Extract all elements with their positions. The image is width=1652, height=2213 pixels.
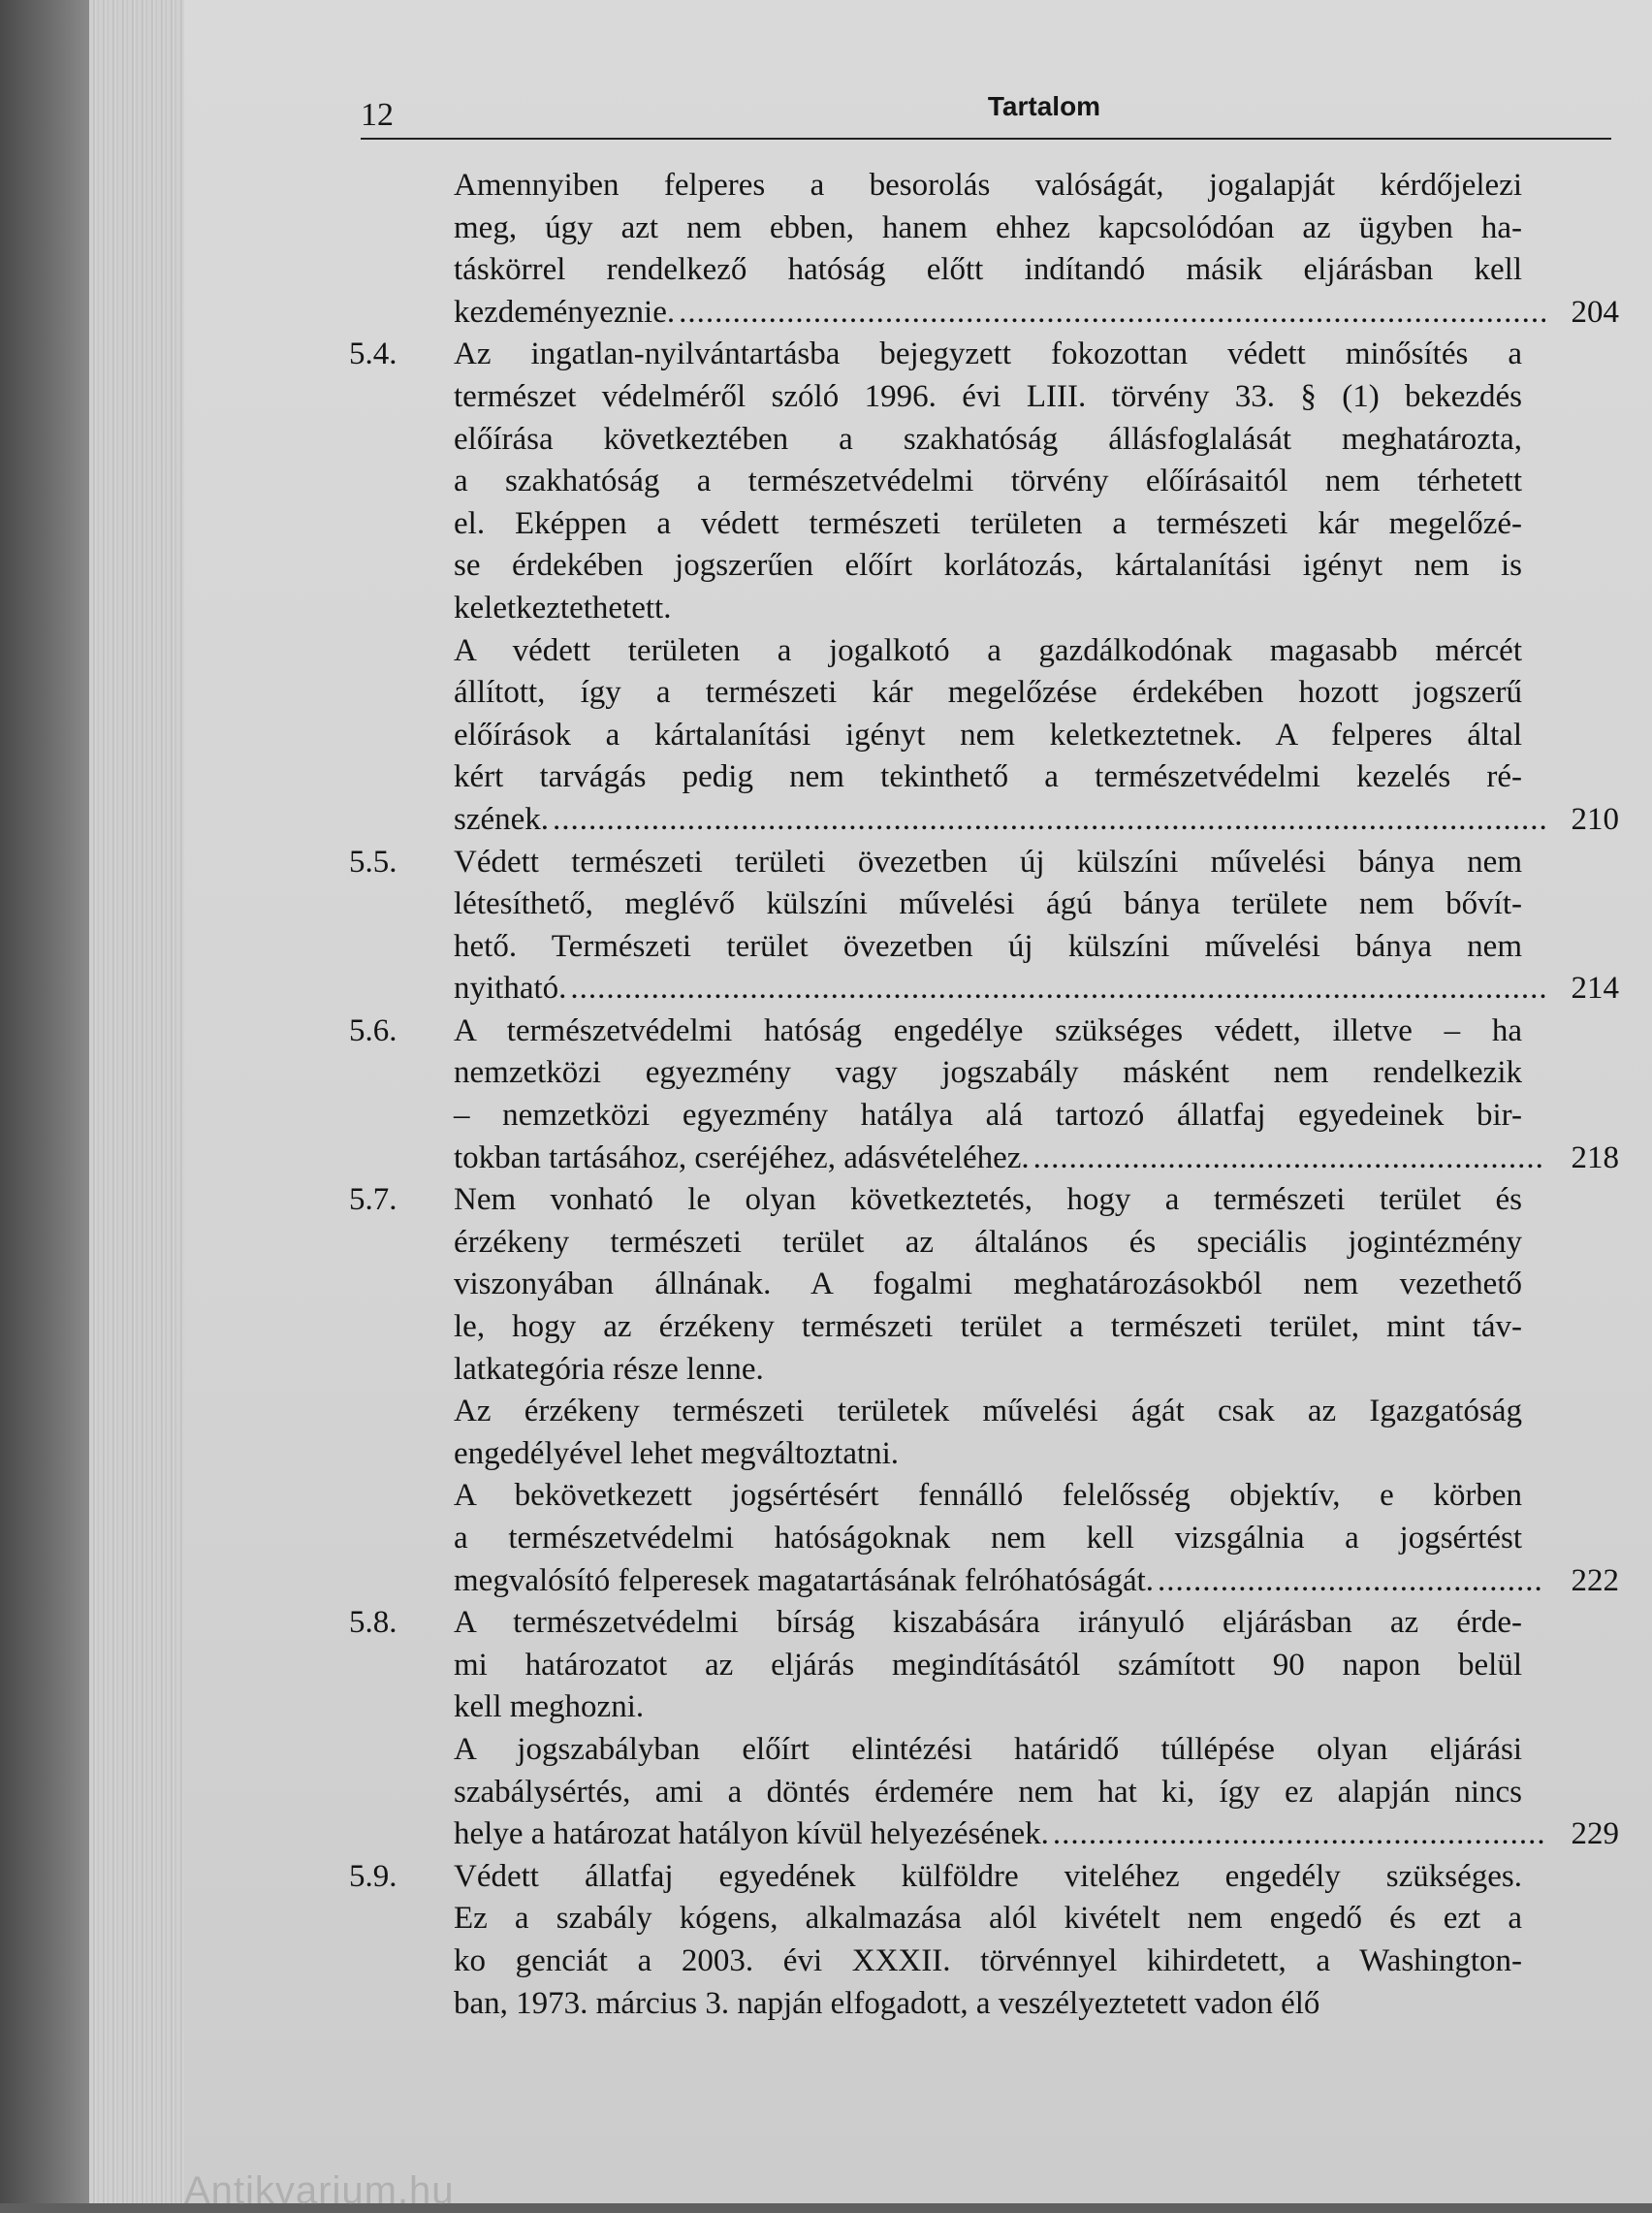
text-line: Ez a szabály kógens, alkalmazása alól kivételt nem engedő és ezt a <box>454 1901 1522 1937</box>
text-line: engedélyével lehet megváltoztatni. <box>454 1435 900 1471</box>
page-header <box>361 89 1611 140</box>
entry-paragraph <box>454 1010 1619 1179</box>
text-line: Az ingatlan-nyilvántartásba bejegyzett fokozottan védett minősítés a <box>454 337 1522 372</box>
toc-entry <box>349 165 1619 334</box>
page-edges <box>89 0 186 2203</box>
text-line: ban, 1973. március 3. napján elfogadott, a veszélyeztetett vadon élő <box>454 1985 1320 2021</box>
text-line: előírások a kártalanítási igényt nem keletkeztetnek. A felperes által <box>454 717 1522 753</box>
entry-paragraph <box>454 842 1619 1010</box>
text-line: A természetvédelmi bírság kiszabására irányuló eljárásban az érde- <box>454 1605 1522 1641</box>
text-line: A védett területen a jogalkotó a gazdálkodónak magasabb mércét <box>454 632 1522 668</box>
text-line: A bekövetkezett jogsértésért fennálló felelősség objektív, e körben <box>454 1478 1522 1514</box>
text-line: latkategória része lenne. <box>454 1351 764 1387</box>
text-line: ko genciát a 2003. évi XXXII. törvénnyel kihirdetett, a Washington- <box>454 1942 1522 1978</box>
text-line: Amennyiben felperes a besorolás valóságát, jogalapját kérdőjelezi <box>454 168 1522 203</box>
text-line: le, hogy az érzékeny természeti terület a természeti terület, mint táv- <box>454 1309 1522 1345</box>
text-line: Védett természeti területi övezetben új külszíni művelési bánya nem <box>454 844 1522 880</box>
text-line: viszonyában állnának. A fogalmi meghatározásokból nem vezethető <box>454 1267 1522 1302</box>
page-reference[interactable]: 214 <box>1571 971 1619 1007</box>
entry-paragraph <box>454 1475 1619 1602</box>
text-line: el. Eképpen a védett természeti területen a természeti kár megelőzé- <box>454 505 1522 541</box>
text-line: kért tarvágás pedig nem tekinthető a természetvédelmi kezelés ré- <box>454 759 1522 795</box>
page-reference[interactable]: 210 <box>1571 801 1619 837</box>
page-reference[interactable]: 204 <box>1571 294 1619 330</box>
entry-number: 5.8. <box>349 1605 397 1641</box>
text-line: természet védelméről szóló 1996. évi LIII. törvény 33. § (1) bekezdés <box>454 378 1522 414</box>
page-number: 12 <box>361 97 394 133</box>
text-line: Védett állatfaj egyedének külföldre viteléhez engedély szükséges. <box>454 1858 1522 1894</box>
entry-paragraph <box>454 1391 1619 1475</box>
entry-number: 5.4. <box>349 337 397 372</box>
table-of-contents <box>349 165 1619 2025</box>
dot-leader <box>1158 1560 1545 1603</box>
entry-paragraph <box>454 1602 1619 1729</box>
text-line: kell meghozni. <box>454 1689 645 1725</box>
text-line: Nem vonható le olyan következtetés, hogy a természeti terület és <box>454 1182 1522 1218</box>
dot-leader <box>1033 1138 1545 1180</box>
entry-number: 5.9. <box>349 1858 397 1894</box>
text-line: A természetvédelmi hatóság engedélye szükséges védett, illetve – ha <box>454 1012 1522 1048</box>
leader-text: helye a határozat hatályon kívül helyezésének. <box>454 1816 1049 1852</box>
leader-text: megvalósító felperesek magatartásának felróhatóságát. <box>454 1562 1155 1598</box>
toc-entry <box>349 1010 1619 1179</box>
text-line: meg, úgy azt nem ebben, hanem ehhez kapcsolódóan az ügyben ha- <box>454 209 1522 245</box>
page-reference[interactable]: 218 <box>1571 1139 1619 1175</box>
page-reference[interactable]: 229 <box>1571 1816 1619 1852</box>
text-line: Az érzékeny természeti területek művelési ágát csak az Igazgatóság <box>454 1394 1522 1429</box>
text-line: se érdekében jogszerűen előírt korlátozás, kártalanítási igényt nem is <box>454 548 1522 584</box>
leader-line <box>454 1560 1619 1603</box>
leader-line <box>454 1138 1619 1180</box>
dot-leader <box>570 968 1545 1010</box>
text-line: nemzetközi egyezmény vagy jogszabály másként nem rendelkezik <box>454 1055 1522 1091</box>
text-line: szabálysértés, ami a döntés érdemére nem hat ki, így ez alapján nincs <box>454 1774 1522 1810</box>
entry-number: 5.7. <box>349 1182 397 1218</box>
text-line: mi határozatot az eljárás megindításától számított 90 napon belül <box>454 1647 1522 1683</box>
text-line: hető. Természeti terület övezetben új külszíni művelési bánya nem <box>454 928 1522 964</box>
toc-entry <box>349 334 1619 841</box>
entry-paragraph <box>454 630 1619 842</box>
text-line: keletkeztethetett. <box>454 590 672 625</box>
text-line: állított, így a természeti kár megelőzése érdekében hozott jogszerű <box>454 675 1522 711</box>
text-line: – nemzetközi egyezmény hatálya alá tartozó állatfaj egyedeinek bir- <box>454 1098 1522 1134</box>
entry-paragraph <box>454 1729 1619 1856</box>
text-line: a szakhatóság a természetvédelmi törvény előírásaitól nem térhetett <box>454 464 1522 499</box>
text-line: táskörrel rendelkező hatóság előtt indítandó másik eljárásban kell <box>454 252 1522 288</box>
leader-text: kezdeményeznie. <box>454 294 676 330</box>
entry-number: 5.6. <box>349 1012 397 1048</box>
leader-text: nyitható. <box>454 971 567 1007</box>
leader-text: tokban tartásához, cseréjéhez, adásvételéhez. <box>454 1139 1030 1175</box>
text-line: előírása következtében a szakhatóság állásfoglalását meghatározta, <box>454 421 1522 457</box>
entry-paragraph <box>454 334 1619 629</box>
page-reference[interactable]: 222 <box>1571 1562 1619 1598</box>
toc-entry <box>349 1602 1619 1856</box>
book-spine <box>0 0 89 2203</box>
entry-paragraph <box>454 165 1619 334</box>
text-line: A jogszabályban előírt elintézési határidő túllépése olyan eljárási <box>454 1731 1522 1767</box>
leader-text: szének. <box>454 801 550 837</box>
text-line: létesíthető, meglévő külszíni művelési ágú bánya területe nem bővít- <box>454 886 1522 922</box>
dot-leader <box>1053 1813 1545 1856</box>
toc-entry <box>349 1856 1619 2025</box>
toc-entry <box>349 1179 1619 1602</box>
dot-leader <box>553 799 1545 842</box>
leader-line <box>454 292 1619 335</box>
text-line: a természetvédelmi hatóságoknak nem kell vizsgálnia a jogsértést <box>454 1521 1522 1556</box>
entry-paragraph <box>454 1856 1619 2025</box>
entry-number: 5.5. <box>349 844 397 880</box>
leader-line <box>454 799 1619 842</box>
leader-line <box>454 1813 1619 1856</box>
text-line: érzékeny természeti terület az általános és speciális jogintézmény <box>454 1224 1522 1260</box>
watermark-text: Antikvarium.hu <box>184 2169 455 2212</box>
toc-entry <box>349 842 1619 1010</box>
dot-leader <box>679 292 1545 335</box>
leader-line <box>454 968 1619 1010</box>
running-title: Tartalom <box>987 91 1101 121</box>
entry-paragraph <box>454 1179 1619 1391</box>
